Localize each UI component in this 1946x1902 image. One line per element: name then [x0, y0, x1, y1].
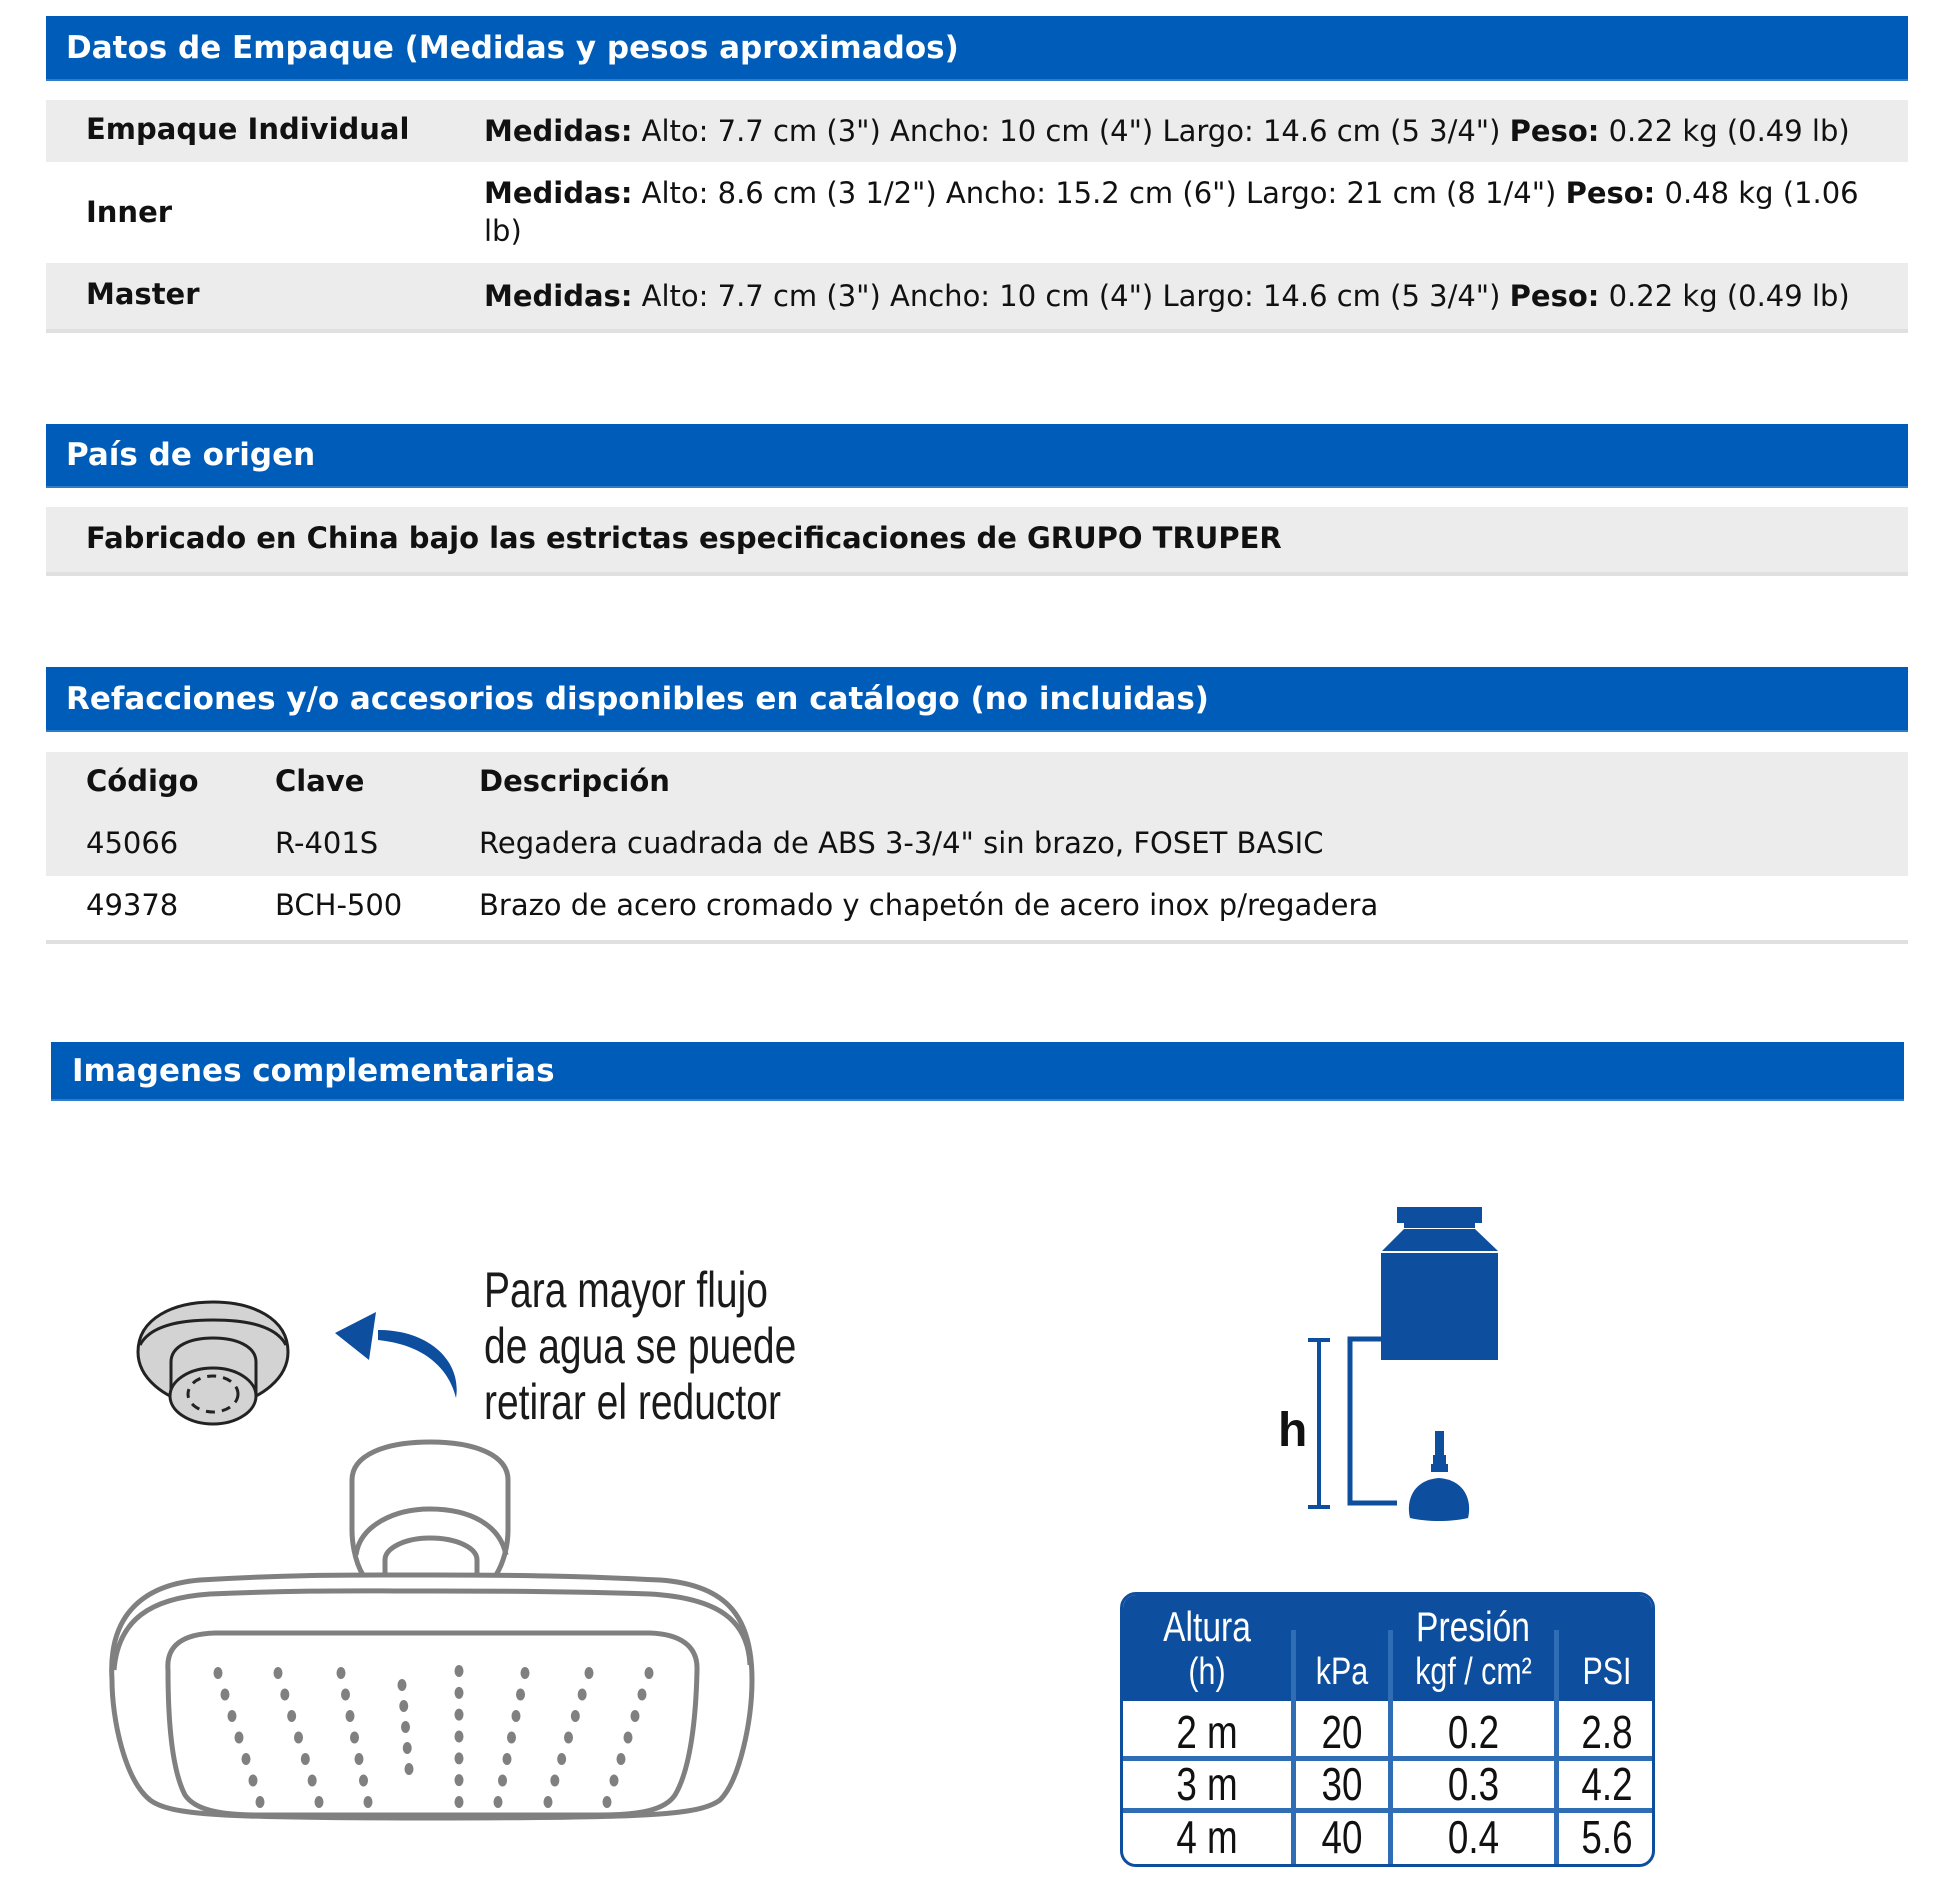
nozzle-dot	[355, 1753, 364, 1765]
nozzle-dot	[617, 1753, 626, 1765]
part-codigo: 45066	[86, 826, 179, 860]
section-title: País de origen	[66, 437, 316, 473]
nozzle-dot	[315, 1796, 324, 1808]
nozzle-dot	[399, 1700, 408, 1712]
nozzle-dot	[645, 1667, 654, 1679]
nozzle-dot	[585, 1667, 594, 1679]
nozzle-dot	[346, 1710, 355, 1722]
water-tank-icon	[1381, 1207, 1498, 1360]
nozzle-dot	[521, 1667, 530, 1679]
nozzle-dot	[571, 1710, 580, 1722]
unit-kgf-cm2: kgf / cm²	[1415, 1651, 1532, 1693]
nozzle-dot	[274, 1667, 283, 1679]
nozzle-dot	[498, 1775, 507, 1787]
nozzle-dot	[301, 1753, 310, 1765]
table-bottom-border	[46, 572, 1908, 576]
part-descripcion: Regadera cuadrada de ABS 3-3/4" sin brazo, FOSET BASIC	[479, 826, 1324, 860]
column-header-clave: Clave	[275, 764, 365, 798]
nozzle-dot	[507, 1732, 516, 1744]
column-header-codigo: Código	[86, 764, 199, 798]
nozzle-dot	[280, 1689, 289, 1701]
water-tank-diagram	[1260, 1200, 1520, 1530]
nozzle-dot	[337, 1667, 346, 1679]
nozzle-dot	[455, 1796, 464, 1808]
table-bottom-border	[46, 940, 1908, 944]
pressure-cell: 2.8	[1581, 1706, 1633, 1758]
nozzle-dot	[494, 1796, 503, 1808]
parts-table-header	[46, 752, 1908, 814]
pressure-cell: 2 m	[1176, 1706, 1238, 1758]
column-divider	[1388, 1630, 1393, 1864]
nozzle-dot	[242, 1753, 251, 1765]
section-title: Datos de Empaque (Medidas y pesos aproximados)	[66, 29, 959, 66]
height-dimension-line	[1308, 1340, 1330, 1507]
section-header-images	[51, 1042, 1904, 1101]
nozzle-dot	[455, 1687, 464, 1699]
column-divider	[1291, 1630, 1296, 1864]
section-header-packaging	[46, 16, 1908, 81]
nozzle-dot	[455, 1731, 464, 1743]
part-descripcion: Brazo de acero cromado y chapetón de acero inox p/regadera	[479, 888, 1379, 922]
medidas-label: Medidas:	[484, 176, 633, 210]
caption-line: Para mayor flujo	[484, 1262, 768, 1318]
packaging-row-value	[484, 112, 1868, 150]
peso-label: Peso:	[1509, 279, 1600, 313]
presion-header: Presión	[1416, 1603, 1530, 1650]
nozzle-dot	[610, 1775, 619, 1787]
nozzle-dot	[235, 1732, 244, 1744]
nozzle-dot	[403, 1742, 412, 1754]
nozzle-dot	[287, 1710, 296, 1722]
table-bottom-border	[46, 329, 1908, 333]
pressure-cell: 40	[1321, 1811, 1363, 1863]
altura-header: Altura	[1163, 1603, 1251, 1650]
nozzle-dot	[455, 1752, 464, 1764]
nozzle-dot	[294, 1732, 303, 1744]
nozzle-dot	[578, 1689, 587, 1701]
table-row	[46, 876, 1908, 938]
peso-value: 0.22 kg (0.49 lb)	[1599, 279, 1850, 313]
nozzle-dot	[624, 1732, 633, 1744]
section-header-parts	[46, 667, 1908, 732]
nozzle-dot	[455, 1665, 464, 1677]
altura-subheader: (h)	[1188, 1651, 1226, 1693]
medidas-value: Alto: 7.7 cm (3") Ancho: 10 cm (4") Largo: 14.6 cm (5 3/4")	[632, 114, 1510, 148]
peso-label: Peso:	[1509, 114, 1600, 148]
column-header-descripcion: Descripción	[479, 764, 670, 798]
shower-outlet-icon	[1409, 1431, 1469, 1521]
pressure-cell: 4.2	[1581, 1758, 1633, 1810]
caption-line: retirar el reductor	[484, 1374, 781, 1430]
nozzle-dot	[603, 1796, 612, 1808]
medidas-value: Alto: 8.6 cm (3 1/2") Ancho: 15.2 cm (6") Largo: 21 cm (8 1/4")	[632, 176, 1566, 210]
nozzle-dot	[516, 1689, 525, 1701]
nozzle-dot	[455, 1774, 464, 1786]
pressure-cell: 4 m	[1176, 1811, 1238, 1863]
unit-kpa: kPa	[1315, 1651, 1369, 1693]
pressure-cell: 20	[1321, 1706, 1363, 1758]
nozzle-dot	[564, 1732, 573, 1744]
pressure-cell: 0.3	[1447, 1758, 1500, 1810]
section-header-origin	[46, 424, 1908, 488]
shower-head-drawing	[112, 1442, 752, 1818]
nozzle-dot	[401, 1721, 410, 1733]
column-divider	[1554, 1630, 1559, 1864]
medidas-label: Medidas:	[484, 279, 633, 313]
section-title: Refacciones y/o accesorios disponibles en catálogo (no incluidas)	[66, 680, 1209, 717]
nozzle-dot	[405, 1763, 414, 1775]
packaging-row-value	[484, 174, 1868, 250]
nozzle-dot	[350, 1732, 359, 1744]
unit-psi: PSI	[1582, 1651, 1632, 1693]
packaging-row-value	[484, 277, 1868, 315]
nozzle-dot	[455, 1709, 464, 1721]
packaging-row-label: Inner	[86, 195, 173, 229]
peso-label: Peso:	[1565, 176, 1656, 210]
reducer-caption	[484, 1262, 884, 1430]
section-title: Imagenes complementarias	[72, 1052, 555, 1089]
pressure-cell: 5.6	[1581, 1811, 1633, 1863]
nozzle-dot	[308, 1775, 317, 1787]
pressure-cell: 0.4	[1447, 1811, 1500, 1863]
nozzle-dot	[249, 1775, 258, 1787]
table-row	[46, 814, 1908, 876]
packaging-row	[46, 162, 1908, 263]
shower-nozzle-dots	[214, 1665, 654, 1808]
pipe-icon	[1350, 1339, 1397, 1503]
origin-row	[46, 507, 1908, 572]
nozzle-dot	[221, 1689, 230, 1701]
reducer-icon	[138, 1302, 288, 1424]
nozzle-dot	[544, 1796, 553, 1808]
packaging-row	[46, 100, 1908, 162]
origin-text: Fabricado en China bajo las estrictas especificaciones de GRUPO TRUPER	[86, 521, 1282, 555]
nozzle-dot	[550, 1775, 559, 1787]
curved-arrow-icon	[335, 1312, 457, 1398]
nozzle-dot	[228, 1710, 237, 1722]
part-codigo: 49378	[86, 888, 179, 922]
nozzle-dot	[638, 1689, 647, 1701]
nozzle-dot	[503, 1753, 512, 1765]
peso-value: 0.22 kg (0.49 lb)	[1599, 114, 1850, 148]
pressure-cell: 30	[1321, 1758, 1363, 1810]
medidas-value: Alto: 7.7 cm (3") Ancho: 10 cm (4") Largo: 14.6 cm (5 3/4")	[632, 279, 1510, 313]
pressure-cell: 3 m	[1176, 1758, 1238, 1810]
peso-value: 0.48 kg (1.06 lb)	[484, 176, 1859, 248]
caption-line: de agua se puede	[484, 1318, 797, 1374]
part-clave: R-401S	[275, 826, 379, 860]
nozzle-dot	[364, 1796, 373, 1808]
packaging-row	[46, 263, 1908, 329]
nozzle-dot	[256, 1796, 265, 1808]
nozzle-dot	[398, 1679, 407, 1691]
pressure-cell: 0.2	[1447, 1706, 1500, 1758]
packaging-row-label: Master	[86, 277, 200, 311]
height-label: h	[1278, 1404, 1308, 1457]
nozzle-dot	[631, 1710, 640, 1722]
nozzle-dot	[557, 1753, 566, 1765]
nozzle-dot	[341, 1689, 350, 1701]
packaging-row-label: Empaque Individual	[86, 112, 410, 146]
medidas-label: Medidas:	[484, 114, 633, 148]
part-clave: BCH-500	[275, 888, 403, 922]
nozzle-dot	[214, 1667, 223, 1679]
nozzle-dot	[359, 1775, 368, 1787]
nozzle-dot	[512, 1710, 521, 1722]
pressure-table	[1120, 1592, 1655, 1867]
